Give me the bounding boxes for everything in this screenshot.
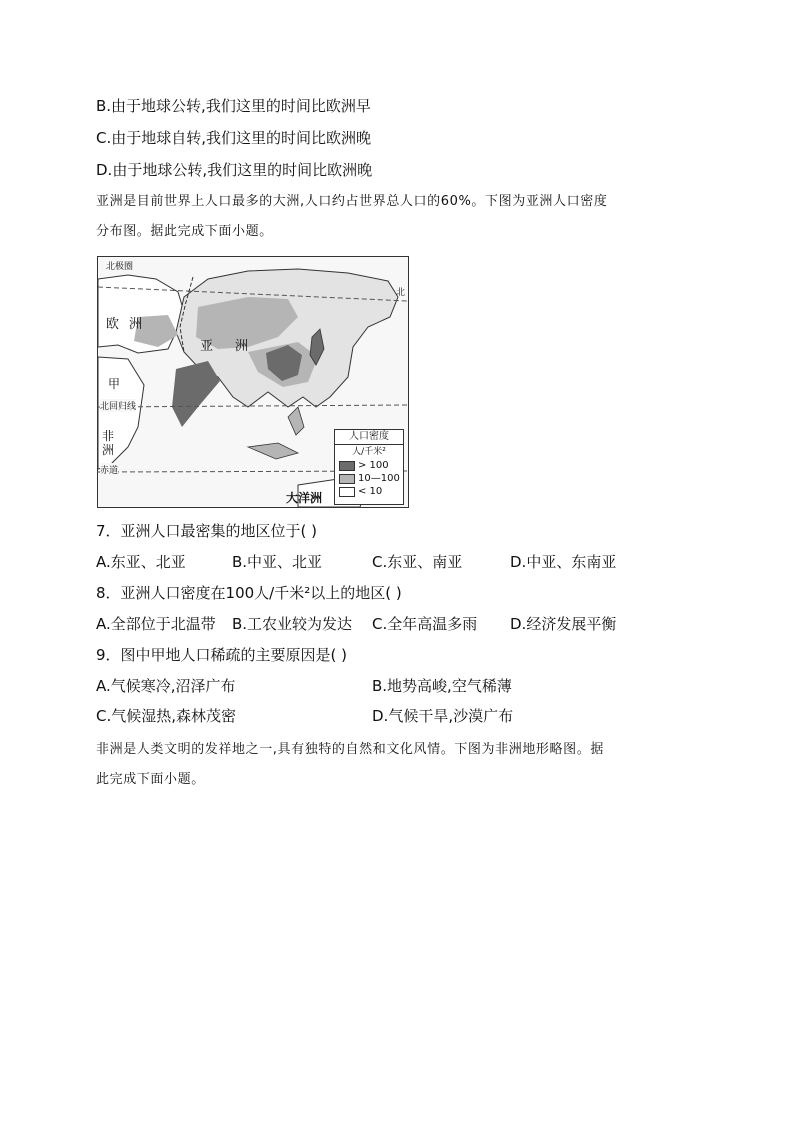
- option-d: D.由于地球公转,我们这里的时间比欧洲晚: [96, 161, 373, 179]
- legend-item: [335, 459, 403, 472]
- q7-option-d: D.中亚、东南亚: [510, 553, 617, 571]
- asia-intro-line-2: 分布图。据此完成下面小题。: [96, 224, 273, 239]
- q8-option-a: A.全部位于北温带: [96, 615, 216, 633]
- option-c: C.由于地球自转,我们这里的时间比欧洲晚: [96, 129, 372, 147]
- oceania-label: 大洋洲: [286, 491, 323, 505]
- asia-label: 亚洲: [200, 339, 271, 354]
- legend-swatch-medium: [339, 474, 355, 484]
- europe-label: 欧洲: [106, 317, 153, 332]
- map-legend: [334, 429, 404, 505]
- q8-option-b: B.工农业较为发达: [232, 615, 353, 633]
- q7-option-b: B.中亚、北亚: [232, 553, 323, 571]
- legend-label: < 10: [358, 485, 383, 497]
- q9-option-a: A.气候寒冷,沼泽广布: [96, 677, 236, 695]
- africa-intro-line-2: 此完成下面小题。: [96, 772, 205, 787]
- legend-unit: 人/千米²: [352, 447, 386, 457]
- question-9-stem: 9．图中甲地人口稀疏的主要原因是( ): [96, 646, 348, 664]
- equator-label: 赤道: [100, 463, 118, 476]
- north-label: 北: [396, 288, 406, 298]
- asia-population-density-map: [97, 256, 409, 508]
- q8-option-c: C.全年高温多雨: [372, 615, 478, 633]
- arctic-circle-label: 北极圈: [106, 259, 133, 272]
- legend-swatch-high: [339, 461, 355, 471]
- q9-option-c: C.气候湿热,森林茂密: [96, 707, 237, 725]
- legend-item: [335, 485, 403, 498]
- legend-label: > 100: [358, 459, 389, 471]
- question-7-stem: 7．亚洲人口最密集的地区位于( ): [96, 522, 318, 540]
- question-8-stem: 8．亚洲人口密度在100人/千米²以上的地区( ): [96, 584, 402, 602]
- africa-label: 非洲: [102, 429, 115, 457]
- legend-item: [335, 472, 403, 485]
- legend-swatch-low: [339, 487, 355, 497]
- asia-intro-line-1: 亚洲是目前世界上人口最多的大洲,人口约占世界总人口的60%。下图为亚洲人口密度: [96, 194, 608, 209]
- q9-option-d: D.气候干旱,沙漠广布: [372, 707, 514, 725]
- q9-option-b: B.地势高峻,空气稀薄: [372, 677, 512, 695]
- q8-option-d: D.经济发展平衡: [510, 615, 617, 633]
- legend-label: 10—100: [358, 472, 400, 484]
- jia-label: 甲: [108, 377, 121, 391]
- africa-intro-line-1: 非洲是人类文明的发祥地之一,具有独特的自然和文化风情。下图为非洲地形略图。据: [96, 742, 604, 757]
- legend-title: 人口密度: [335, 430, 403, 445]
- q7-option-c: C.东亚、南亚: [372, 553, 463, 571]
- tropic-of-cancer-label: 北回归线: [100, 399, 136, 412]
- q7-option-a: A.东亚、北亚: [96, 553, 186, 571]
- option-b: B.由于地球公转,我们这里的时间比欧洲早: [96, 97, 371, 115]
